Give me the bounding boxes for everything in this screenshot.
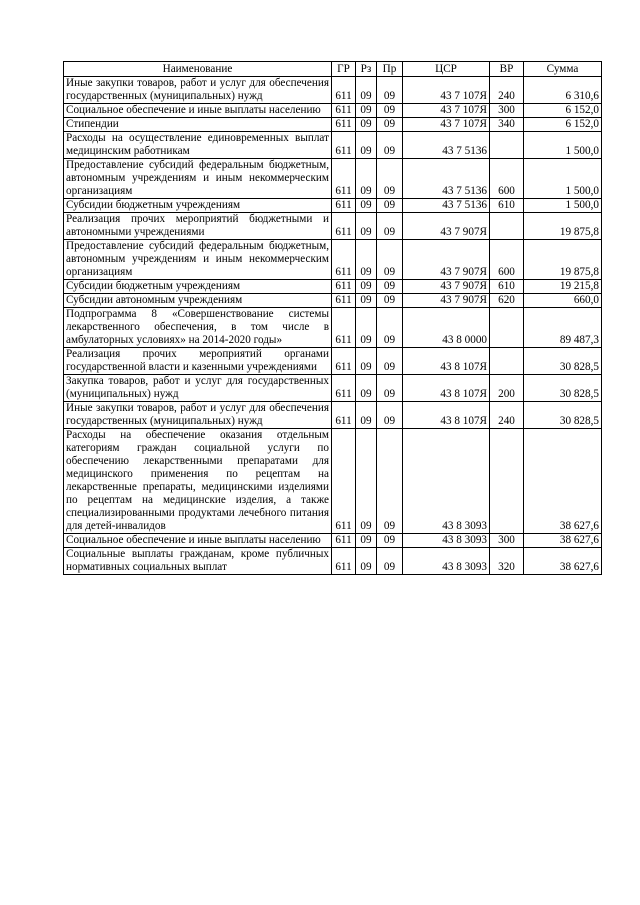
cell-csr: 43 8 3093 bbox=[403, 429, 490, 534]
cell-vr bbox=[490, 348, 524, 375]
table-row bbox=[64, 402, 602, 429]
cell-gr: 611 bbox=[332, 132, 356, 159]
cell-rz: 09 bbox=[356, 104, 377, 118]
cell-rz: 09 bbox=[356, 132, 377, 159]
cell-gr: 611 bbox=[332, 159, 356, 199]
cell-sum: 19 875,8 bbox=[524, 240, 602, 280]
header-rz: Рз bbox=[356, 62, 377, 77]
cell-pr: 09 bbox=[377, 104, 403, 118]
cell-csr: 43 8 107Я bbox=[403, 375, 490, 402]
table-row bbox=[64, 240, 602, 280]
cell-name: Иные закупки товаров, работ и услуг для обеспечения государственных (муниципальных) нужд bbox=[64, 77, 332, 104]
header-gr: ГР bbox=[332, 62, 356, 77]
cell-rz: 09 bbox=[356, 308, 377, 348]
cell-sum: 38 627,6 bbox=[524, 429, 602, 534]
table-row bbox=[64, 280, 602, 294]
cell-name: Предоставление субсидий федеральным бюджетным, автономным учреждениям и иным некоммерческим организациям bbox=[64, 240, 332, 280]
cell-sum: 1 500,0 bbox=[524, 199, 602, 213]
cell-sum: 19 875,8 bbox=[524, 213, 602, 240]
cell-name: Предоставление субсидий федеральным бюджетным, автономным учреждениям и иным некоммерческим организациям bbox=[64, 159, 332, 199]
cell-rz: 09 bbox=[356, 429, 377, 534]
cell-gr: 611 bbox=[332, 429, 356, 534]
table-row bbox=[64, 534, 602, 548]
cell-csr: 43 7 907Я bbox=[403, 240, 490, 280]
cell-name: Реализация прочих мероприятий органами государственной власти и казенными учреждениями bbox=[64, 348, 332, 375]
cell-vr: 300 bbox=[490, 104, 524, 118]
table-row bbox=[64, 429, 602, 534]
cell-csr: 43 7 107Я bbox=[403, 118, 490, 132]
table-header-row bbox=[64, 62, 602, 77]
cell-csr: 43 7 5136 bbox=[403, 199, 490, 213]
table-row bbox=[64, 213, 602, 240]
cell-pr: 09 bbox=[377, 534, 403, 548]
cell-vr bbox=[490, 132, 524, 159]
cell-csr: 43 8 0000 bbox=[403, 308, 490, 348]
cell-csr: 43 7 107Я bbox=[403, 77, 490, 104]
table-row bbox=[64, 308, 602, 348]
table-row bbox=[64, 348, 602, 375]
cell-sum: 30 828,5 bbox=[524, 375, 602, 402]
header-pr: Пр bbox=[377, 62, 403, 77]
cell-rz: 09 bbox=[356, 77, 377, 104]
table-row bbox=[64, 375, 602, 402]
cell-csr: 43 7 107Я bbox=[403, 104, 490, 118]
cell-rz: 09 bbox=[356, 118, 377, 132]
cell-sum: 30 828,5 bbox=[524, 348, 602, 375]
header-vr: ВР bbox=[490, 62, 524, 77]
cell-gr: 611 bbox=[332, 348, 356, 375]
cell-pr: 09 bbox=[377, 199, 403, 213]
cell-rz: 09 bbox=[356, 213, 377, 240]
cell-rz: 09 bbox=[356, 294, 377, 308]
cell-vr: 240 bbox=[490, 402, 524, 429]
cell-gr: 611 bbox=[332, 280, 356, 294]
cell-pr: 09 bbox=[377, 132, 403, 159]
cell-rz: 09 bbox=[356, 375, 377, 402]
cell-pr: 09 bbox=[377, 348, 403, 375]
cell-name: Подпрограмма 8 «Совершенствование системы лекарственного обеспечения, в том числе в амбулаторных условиях» на 2014-2020 годы» bbox=[64, 308, 332, 348]
cell-csr: 43 7 5136 bbox=[403, 132, 490, 159]
table-row bbox=[64, 77, 602, 104]
header-csr: ЦСР bbox=[403, 62, 490, 77]
cell-pr: 09 bbox=[377, 375, 403, 402]
cell-sum: 6 310,6 bbox=[524, 77, 602, 104]
header-name: Наименование bbox=[64, 62, 332, 77]
cell-rz: 09 bbox=[356, 548, 377, 575]
cell-pr: 09 bbox=[377, 402, 403, 429]
cell-pr: 09 bbox=[377, 77, 403, 104]
cell-name: Социальные выплаты гражданам, кроме публичных нормативных социальных выплат bbox=[64, 548, 332, 575]
table-row bbox=[64, 294, 602, 308]
cell-name: Субсидии автономным учреждениям bbox=[64, 294, 332, 308]
table-row bbox=[64, 104, 602, 118]
cell-gr: 611 bbox=[332, 213, 356, 240]
cell-gr: 611 bbox=[332, 199, 356, 213]
cell-vr: 340 bbox=[490, 118, 524, 132]
table-row bbox=[64, 199, 602, 213]
cell-vr: 200 bbox=[490, 375, 524, 402]
cell-name: Иные закупки товаров, работ и услуг для обеспечения государственных (муниципальных) нужд bbox=[64, 402, 332, 429]
cell-vr: 600 bbox=[490, 159, 524, 199]
cell-gr: 611 bbox=[332, 294, 356, 308]
cell-vr bbox=[490, 213, 524, 240]
cell-sum: 6 152,0 bbox=[524, 104, 602, 118]
cell-rz: 09 bbox=[356, 402, 377, 429]
cell-vr: 620 bbox=[490, 294, 524, 308]
cell-pr: 09 bbox=[377, 308, 403, 348]
cell-vr: 240 bbox=[490, 77, 524, 104]
cell-pr: 09 bbox=[377, 280, 403, 294]
cell-sum: 1 500,0 bbox=[524, 159, 602, 199]
cell-vr: 610 bbox=[490, 199, 524, 213]
table-row bbox=[64, 159, 602, 199]
cell-rz: 09 bbox=[356, 199, 377, 213]
cell-csr: 43 7 907Я bbox=[403, 213, 490, 240]
cell-name: Субсидии бюджетным учреждениям bbox=[64, 280, 332, 294]
table-row bbox=[64, 132, 602, 159]
cell-sum: 89 487,3 bbox=[524, 308, 602, 348]
cell-name: Расходы на обеспечение оказания отдельным категориям граждан социальной услуги по обеспечению лекарственными препаратами для медицинского применения по рецептам на лекарственные препараты, медицинскими изделиями по рецептам на медицинские изделия, а также специализированными продуктами лечебного питания для детей-инвалидов bbox=[64, 429, 332, 534]
cell-sum: 30 828,5 bbox=[524, 402, 602, 429]
cell-vr bbox=[490, 308, 524, 348]
cell-pr: 09 bbox=[377, 294, 403, 308]
cell-vr: 300 bbox=[490, 534, 524, 548]
cell-csr: 43 8 107Я bbox=[403, 348, 490, 375]
cell-pr: 09 bbox=[377, 429, 403, 534]
cell-name: Стипендии bbox=[64, 118, 332, 132]
cell-vr: 320 bbox=[490, 548, 524, 575]
cell-gr: 611 bbox=[332, 77, 356, 104]
cell-vr bbox=[490, 429, 524, 534]
cell-name: Реализация прочих мероприятий бюджетными и автономными учреждениями bbox=[64, 213, 332, 240]
cell-gr: 611 bbox=[332, 375, 356, 402]
cell-rz: 09 bbox=[356, 280, 377, 294]
cell-csr: 43 8 107Я bbox=[403, 402, 490, 429]
budget-table bbox=[63, 61, 602, 575]
cell-gr: 611 bbox=[332, 240, 356, 280]
cell-sum: 6 152,0 bbox=[524, 118, 602, 132]
table-row bbox=[64, 118, 602, 132]
cell-gr: 611 bbox=[332, 534, 356, 548]
cell-csr: 43 8 3093 bbox=[403, 548, 490, 575]
cell-csr: 43 7 907Я bbox=[403, 294, 490, 308]
cell-sum: 38 627,6 bbox=[524, 548, 602, 575]
cell-name: Субсидии бюджетным учреждениям bbox=[64, 199, 332, 213]
cell-sum: 660,0 bbox=[524, 294, 602, 308]
cell-sum: 19 215,8 bbox=[524, 280, 602, 294]
cell-csr: 43 7 907Я bbox=[403, 280, 490, 294]
cell-sum: 1 500,0 bbox=[524, 132, 602, 159]
cell-sum: 38 627,6 bbox=[524, 534, 602, 548]
cell-name: Социальное обеспечение и иные выплаты населению bbox=[64, 104, 332, 118]
cell-gr: 611 bbox=[332, 402, 356, 429]
table-row bbox=[64, 548, 602, 575]
cell-pr: 09 bbox=[377, 213, 403, 240]
cell-csr: 43 8 3093 bbox=[403, 534, 490, 548]
header-sum: Сумма bbox=[524, 62, 602, 77]
cell-pr: 09 bbox=[377, 118, 403, 132]
cell-gr: 611 bbox=[332, 104, 356, 118]
cell-csr: 43 7 5136 bbox=[403, 159, 490, 199]
cell-pr: 09 bbox=[377, 159, 403, 199]
cell-name: Социальное обеспечение и иные выплаты населению bbox=[64, 534, 332, 548]
cell-rz: 09 bbox=[356, 240, 377, 280]
cell-vr: 610 bbox=[490, 280, 524, 294]
cell-gr: 611 bbox=[332, 118, 356, 132]
cell-gr: 611 bbox=[332, 548, 356, 575]
cell-name: Расходы на осуществление единовременных выплат медицинским работникам bbox=[64, 132, 332, 159]
cell-pr: 09 bbox=[377, 548, 403, 575]
cell-pr: 09 bbox=[377, 240, 403, 280]
cell-gr: 611 bbox=[332, 308, 356, 348]
cell-vr: 600 bbox=[490, 240, 524, 280]
cell-name: Закупка товаров, работ и услуг для государственных (муниципальных) нужд bbox=[64, 375, 332, 402]
table-body bbox=[64, 77, 602, 575]
cell-rz: 09 bbox=[356, 534, 377, 548]
cell-rz: 09 bbox=[356, 159, 377, 199]
cell-rz: 09 bbox=[356, 348, 377, 375]
